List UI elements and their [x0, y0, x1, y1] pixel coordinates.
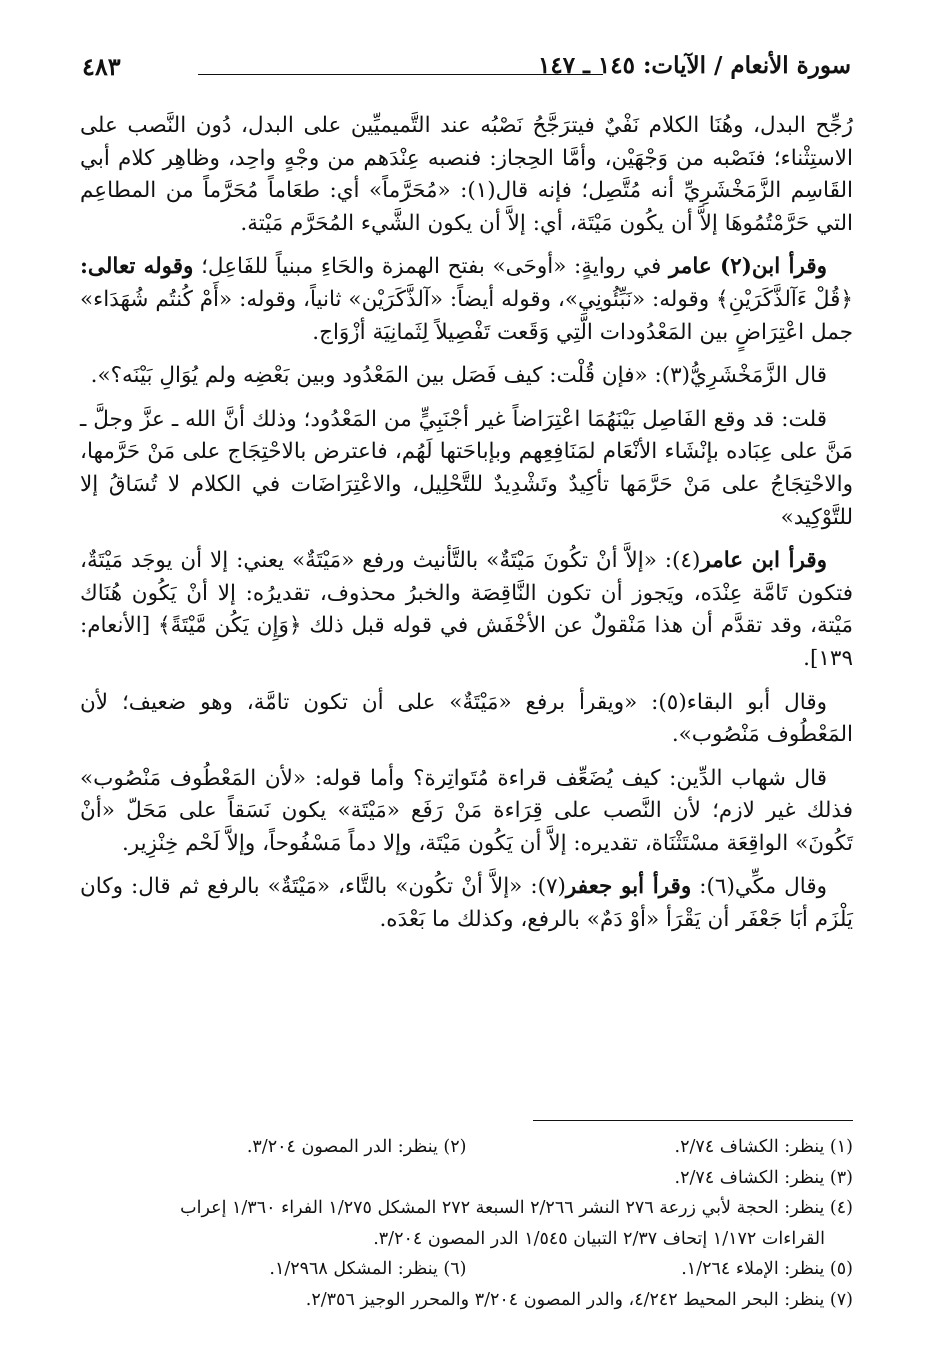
footnote-1: (١) ينظر: الكشاف ٢/٧٤.	[674, 1137, 853, 1157]
footnote-3: (٣) ينظر: الكشاف ٢/٧٤.	[674, 1167, 853, 1188]
header-rule	[198, 74, 603, 75]
footnote-6: (٦) ينظر: المشكل ١/٢٩٦٨.	[269, 1259, 467, 1279]
footnote-5: (٥) ينظر: الإملاء ١/٢٦٤.	[681, 1259, 853, 1279]
paragraph-text: قلت: قد وقع الفَاصِل بَيْنَهُمَا اعْتِرَاضاً غير أجْنَبِيٍّ من المَعْدُود؛ وذلك أنَّ الله ـ عزَّ وجلَّ ـ مَنَّ على عِبَاده بإنْشَاء الأنْعَام لمَنَافِعِهم وبإباحَتها لَهُم، فاعترض بالاحْتِجَاج على مَنْ حَرَّمها، والاحْتِجَاجُ على مَنْ حَرَّمَها تأكِيدٌ وتَشْدِيدٌ للتَّحْلِيل، والاعْتِرَاضَات في الكلام لا تُسَاقُ إلا للتَّوْكِيد»	[80, 406, 853, 530]
paragraph-1	[80, 110, 853, 240]
running-header	[82, 52, 851, 86]
footnote-row	[80, 1193, 853, 1254]
footnote-row	[80, 1132, 853, 1163]
footnote-4-line-2: القراءات ١/١٧٢ إتحاف ٢/٣٧ التبيان ١/٥٤٥ الدر المصون ٣/٢٠٤.	[373, 1228, 825, 1249]
paragraph-text-2: (٧): «إلاَّ أنْ تكُون» بالتَّاء، «مَيْتَةٌ» بالرفع ثم قال: وكان يَلْزَم أبَا جَعْفَر أن يَقْرَأ «أوْ دَمٌ» بالرفع، وكذلك ما بَعْدَه.	[80, 874, 853, 933]
paragraph-4	[80, 404, 853, 534]
footnotes	[80, 1132, 853, 1315]
footnote-4-line-1: (٤) ينظر: الحجة لأبي زرعة ٢٧٦ النشر ٢/٢٦٦ السبعة ٢٧٢ المشكل ١/٢٧٥ الفراء ١/٣٦٠ إعراب	[180, 1198, 853, 1218]
paragraph-text: رُجِّح البدل، وهُنَا الكلام نَفْيٌ فيترَجَّحُ نَصْبُه عند التَّميميِّين على البدل، دُون النَّصب على الاستِثْناء؛ فنَصْبه من وَجْهَيْن، وأمَّا الحِجاز: فنصبه عِنْدَهم من وجْهٍ واحِد، وظاهِر كلام أبي القَاسِم الزَّمَخْشَرِيِّ أنه مُتَّصِل؛ فإنه قال(١): «مُحَرَّماً» أي: طعَاماً مُحَرَّماً من المطاعِم التي حَرَّمْتُمُوهَا إلاَّ أن يكُون مَيْتَة، أي: إلاَّ أن يكون الشَّيء المُحَرَّم مَيْتة.	[80, 113, 854, 236]
paragraph-6	[80, 687, 853, 752]
paragraph-3	[80, 360, 853, 393]
header-title: سورة الأنعام / الآيات: ١٤٥ ـ ١٤٧	[538, 52, 851, 79]
paragraph-2	[80, 251, 853, 349]
footnote-row	[80, 1285, 853, 1316]
paragraph-5	[80, 545, 853, 675]
paragraph-8	[80, 871, 853, 936]
paragraph-text: قال الزَّمَخْشَرِيُّ(٣): «فإن قُلْت: كيف فَصَل بين المَعْدُود وبين بَعْضِه ولم يُوَالِ بَيْنَه؟».	[90, 363, 827, 389]
paragraph-7	[80, 763, 853, 861]
footnote-separator	[533, 1120, 853, 1121]
footnote-row	[80, 1254, 853, 1285]
page-number: ٤٨٣	[82, 52, 121, 81]
paragraph-bold: وقرأ أبو جعفر	[565, 874, 692, 900]
paragraph-lead: وقرأ ابن عامر	[700, 548, 827, 574]
paragraph-lead: وقرأ ابن(٢) عامر	[668, 254, 827, 280]
paragraph-text: (٤): «إلاَّ أنْ تكُونَ مَيْتَةٌ» بالتَّأنيث ورفع «مَيْتَةٌ» يعني: إلا أن يوجَد مَيْتَةٌ، فتكون تَامَّة عِنْدَه، ويَجوز أن تكون النَّاقِصَة والخبرُ محذوف، تقديرُه: إلا أنْ يَكُون هُنَاك مَيْتة، وقد تقدَّم أن هذا مَنْقولٌ عن الأخْفَش في قوله قبل ذلك ﴿وَإِن يَكُن مَّيْتَةً﴾ [الأنعام: ١٣٩].	[80, 548, 853, 671]
footnote-4	[80, 1193, 853, 1254]
footnote-7: (٧) ينظر: البحر المحيط ٤/٢٤٢، والدر المصون ٣/٢٠٤ والمحرر الوجيز ٢/٣٥٦.	[305, 1289, 853, 1310]
paragraph-text-2: ﴿قُلْ ءَآلذَّكَرَيْنِ﴾ وقوله: «نَبِّئُونِي»، وقوله أيضاً: «آلذَّكَرَيْن» ثانياً، وقوله: «أَمْ كُنتُم شُهَدَاء» جمل اعْتِرَاضٍ بين المَعْدُودات الَّتِي وَقَعت تَفْصِيلاً لِثَمانِيَة أزْوَاج.	[80, 286, 853, 345]
paragraph-text: في روايةٍ: «أوحَى» بفتح الهمزة والحَاءِ مبنياً للفَاعِل؛	[193, 254, 669, 280]
paragraph-text: وقال مكِّي(٦):	[691, 874, 828, 900]
paragraph-text: قال شهاب الدِّين: كيف يُضَعِّف قراءة مُتَواتِرة؟ وأما قوله: «لأن المَعْطُوف مَنْصُوب» فذلك غير لازم؛ لأن النَّصب على قِرَاءة مَنْ رَفَع «مَيْتَة» يكون نَسَقاً على مَحَلّ «أنْ تَكُونَ» الواقِعَة مسْتَثْنَاة، تقديره: إلاَّ أن يَكُون مَيْتَة، وإلا دماً مَسْفُوحاً، وإلاَّ لَحْم خِنْزِير.	[80, 765, 853, 856]
main-text	[80, 110, 853, 948]
footnote-2: (٢) ينظر: الدر المصون ٣/٢٠٤.	[246, 1137, 467, 1157]
footnote-row	[80, 1163, 853, 1194]
paragraph-text: وقال أبو البقاء(٥): «ويقرأ برفع «مَيْتَةٌ» على أن تكون تامَّة، وهو ضعيف؛ لأن المَعْطُوف مَنْصُوب».	[80, 689, 853, 748]
paragraph-bold: وقوله تعالى:	[80, 254, 194, 280]
